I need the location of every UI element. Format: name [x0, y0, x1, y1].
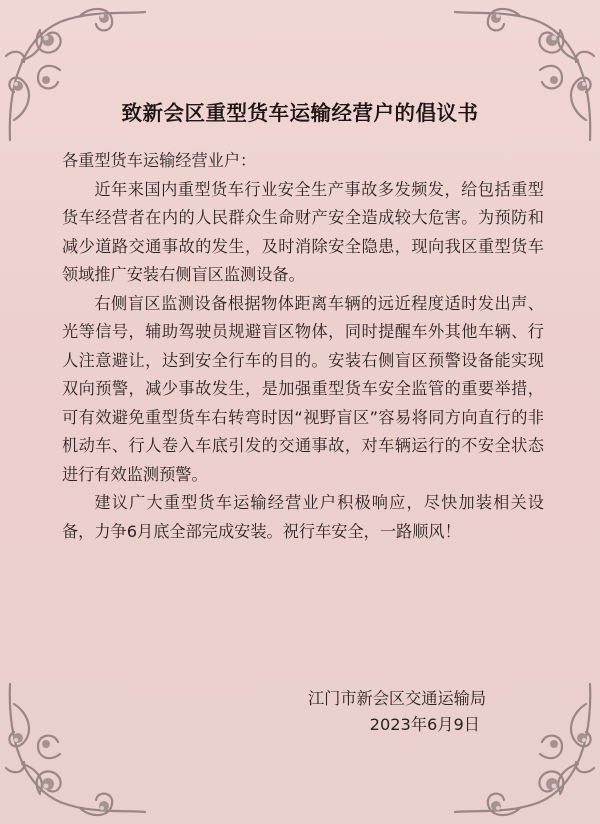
paragraph-background: 近年来国内重型货车行业安全生产事故多发频发，给包括重型货车经营者在内的人民群众生命财产安全造成较大危害。为预防和减少道路交通事故的发生，及时消除安全隐患，现向我区重型货车领域推广安装右侧盲区监测设备。 — [62, 179, 544, 284]
paragraph-appeal: 建议广大重型货车运输经营业户积极响应，尽快加装相关设备，力争6月底全部完成安装。祝行车安全，一路顺风！ — [62, 493, 544, 541]
scroll-ornament-icon — [450, 0, 600, 150]
corner-ornament-top-left — [0, 0, 150, 150]
corner-ornament-bottom-left — [0, 674, 150, 824]
issue-date: 2023年6月9日 — [369, 715, 480, 734]
scroll-ornament-icon — [0, 674, 150, 824]
salutation: 各重型货车运输经营业户： — [62, 151, 257, 170]
signature-block — [300, 686, 510, 738]
paragraph-device-function: 右侧盲区监测设备根据物体距离车辆的远近程度适时发出声、光等信号，辅助驾驶员规避盲区物体，同时提醒车外其他车辆、行人注意避让，达到安全行车的目的。安装右侧盲区预警设备能实现双向预警，减少事故发生，是加强重型货车安全监管的重要举措，可有效避免重型货车右转弯时因“视野盲区”容易将同方向直行的非机动车、行人卷入车底引发的交通事故，对车辆运行的不安全状态进行有效监测预警。 — [62, 293, 544, 484]
letter-body — [62, 147, 544, 546]
issuing-organization: 江门市新会区交通运输局 — [308, 689, 487, 708]
corner-ornament-top-right — [450, 0, 600, 150]
letter-title: 致新会区重型货车运输经营户的倡议书 — [121, 100, 479, 125]
scroll-ornament-icon — [0, 0, 150, 150]
